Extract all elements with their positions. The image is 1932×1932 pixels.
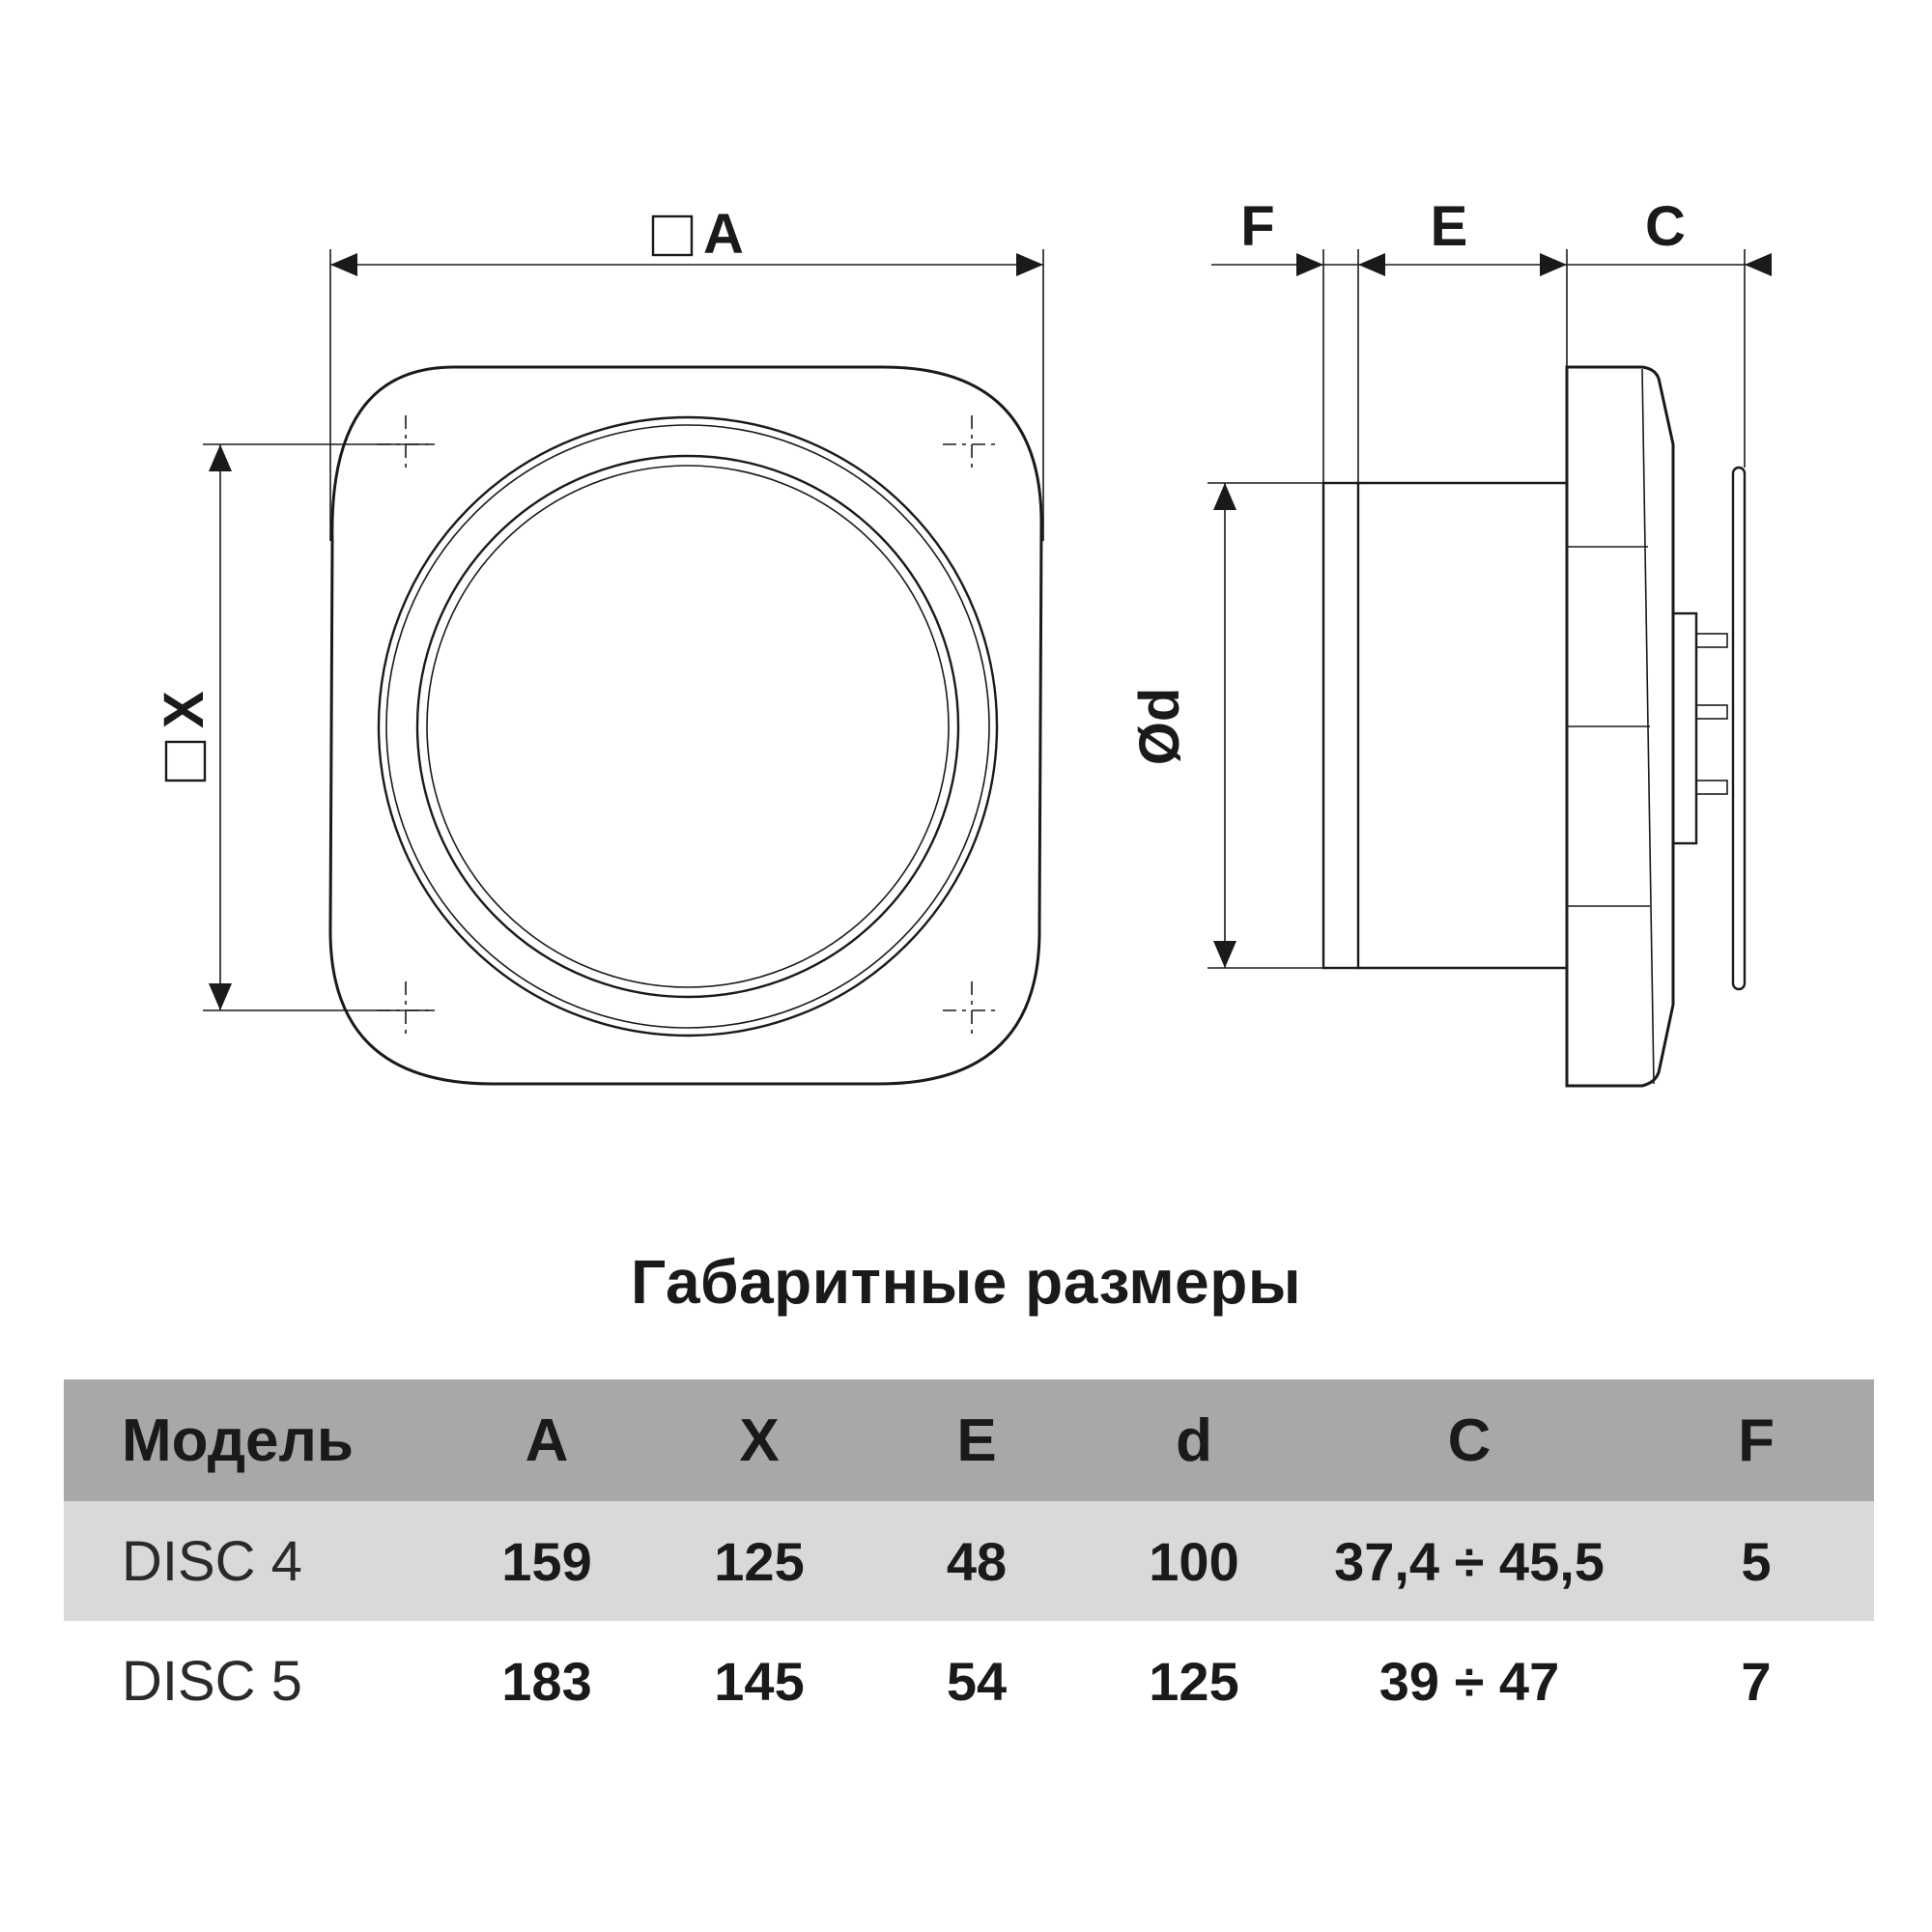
table-title: Габаритные размеры (631, 1247, 1301, 1317)
dimension-f-label: F (1240, 195, 1275, 258)
cell-d: 100 (1149, 1530, 1239, 1592)
cell-a: 183 (501, 1650, 592, 1712)
cell-x: 125 (714, 1530, 805, 1592)
dimension-diameter (1128, 483, 1323, 968)
cell-model: DISC 5 (122, 1649, 302, 1713)
cell-x: 145 (714, 1650, 805, 1712)
dimension-a-label: A (703, 203, 744, 266)
cell-a: 159 (501, 1530, 592, 1592)
side-flange (1323, 483, 1358, 968)
side-hub (1673, 613, 1696, 843)
cell-c: 39 ÷ 47 (1378, 1650, 1560, 1712)
side-front-panel (1733, 468, 1745, 989)
square-symbol-a (653, 216, 692, 255)
cell-model: DISC 4 (122, 1529, 302, 1593)
header-a: A (525, 1406, 569, 1474)
side-spigot (1358, 483, 1567, 968)
cell-c: 37,4 ÷ 45,5 (1334, 1530, 1605, 1592)
dimension-c-label: C (1645, 195, 1686, 258)
front-outer-ring (379, 417, 997, 1036)
cell-e: 54 (946, 1650, 1008, 1712)
header-x: X (739, 1406, 780, 1474)
front-view (153, 203, 1043, 1084)
dimension-x (153, 444, 435, 1010)
square-symbol-x (166, 742, 205, 781)
header-e: E (956, 1406, 997, 1474)
header-f: F (1738, 1406, 1775, 1474)
dimension-diameter-label: Ød (1128, 687, 1191, 766)
front-body-outline (330, 367, 1041, 1084)
front-inner-ring (417, 456, 958, 997)
cell-f: 7 (1741, 1650, 1772, 1712)
table-row (64, 1621, 1874, 1741)
dimension-e-label: E (1430, 195, 1468, 258)
table-header-row (64, 1379, 1874, 1501)
cell-d: 125 (1149, 1650, 1239, 1712)
header-model: Модель (122, 1406, 355, 1474)
dimension-x-label: X (153, 691, 215, 728)
front-outer-ring-inner (386, 425, 989, 1028)
header-d: d (1176, 1406, 1212, 1474)
dimensions-table (64, 1379, 1874, 1741)
front-inner-disc (427, 466, 949, 987)
cell-e: 48 (946, 1530, 1008, 1592)
dimension-chain-top (1211, 195, 1772, 483)
cell-f: 5 (1741, 1530, 1772, 1592)
header-c: C (1447, 1406, 1492, 1474)
side-view (1128, 195, 1772, 1086)
table-row (64, 1501, 1874, 1621)
side-hub-pins (1696, 634, 1727, 794)
